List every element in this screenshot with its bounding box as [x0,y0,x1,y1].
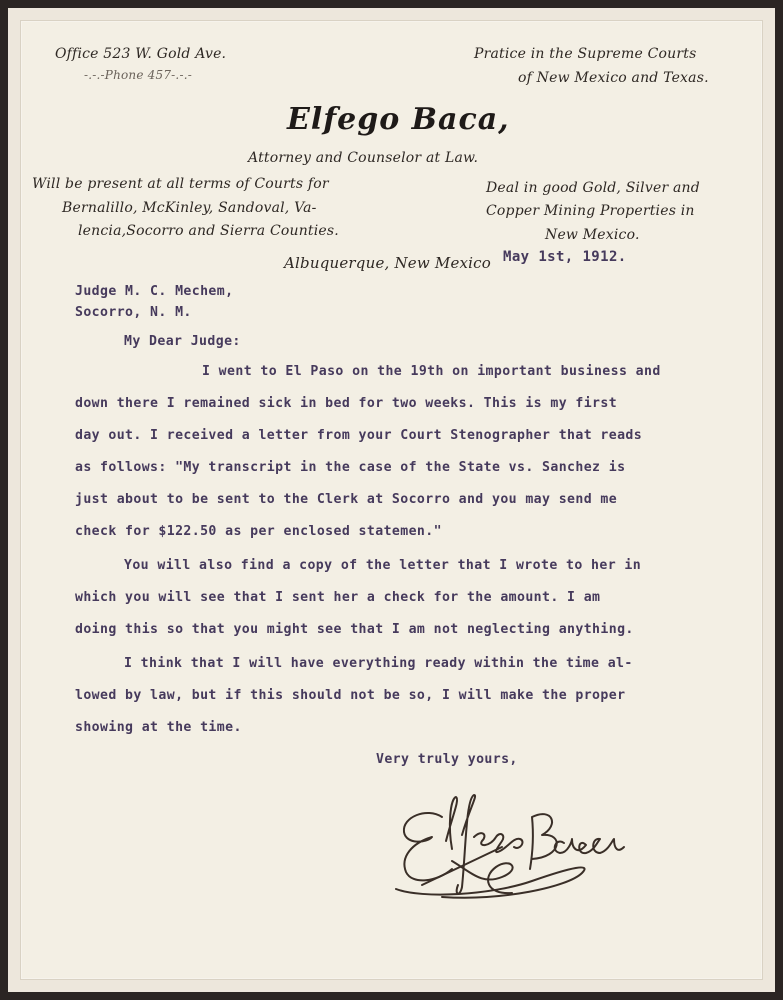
courts-line-1: Will be present at all terms of Courts for [32,176,329,192]
body-line: lowed by law, but if this should not be so, I will make the proper [75,688,626,703]
office-address: Office 523 W. Gold Ave. [55,46,227,62]
courts-line-3: lencia,Socorro and Sierra Counties. [78,223,339,239]
letterhead-name: Elfego Baca, [287,102,510,137]
body-line: I think that I will have everything ready within the time al- [124,656,633,671]
closing: Very truly yours, [376,752,518,767]
body-line: check for $122.50 as per enclosed statemen." [75,524,442,539]
letter-date: May 1st, 1912. [503,249,627,265]
office-phone: -.-.-Phone 457-.-.- [84,68,192,82]
letter-paper [22,22,761,978]
body-line: just about to be sent to the Clerk at Socorro and you may send me [75,492,618,507]
body-line: showing at the time. [75,720,242,735]
practice-line-1: Pratice in the Supreme Courts [474,46,697,62]
body-line: as follows: "My transcript in the case of the State vs. Sanchez is [75,460,626,475]
mining-line-2: Copper Mining Properties in [486,203,695,219]
salutation: My Dear Judge: [124,334,241,349]
mining-line-3: New Mexico. [545,227,640,243]
body-line: You will also find a copy of the letter that I wrote to her in [124,558,642,573]
signature [382,777,642,907]
body-line: doing this so that you might see that I am not neglecting anything. [75,622,634,637]
recipient-address: Socorro, N. M. [75,305,192,320]
letterhead-title: Attorney and Counselor at Law. [248,150,479,166]
body-line: I went to El Paso on the 19th on important business and [202,364,661,379]
letterhead-city: Albuquerque, New Mexico [284,254,492,272]
courts-line-2: Bernalillo, McKinley, Sandoval, Va- [62,200,317,216]
body-line: which you will see that I sent her a check for the amount. I am [75,590,601,605]
mining-line-1: Deal in good Gold, Silver and [486,180,700,196]
recipient-name: Judge M. C. Mechem, [75,284,234,299]
body-line: day out. I received a letter from your Court Stenographer that reads [75,428,643,443]
practice-line-2: of New Mexico and Texas. [518,70,709,86]
body-line: down there I remained sick in bed for two weeks. This is my first [75,396,618,411]
